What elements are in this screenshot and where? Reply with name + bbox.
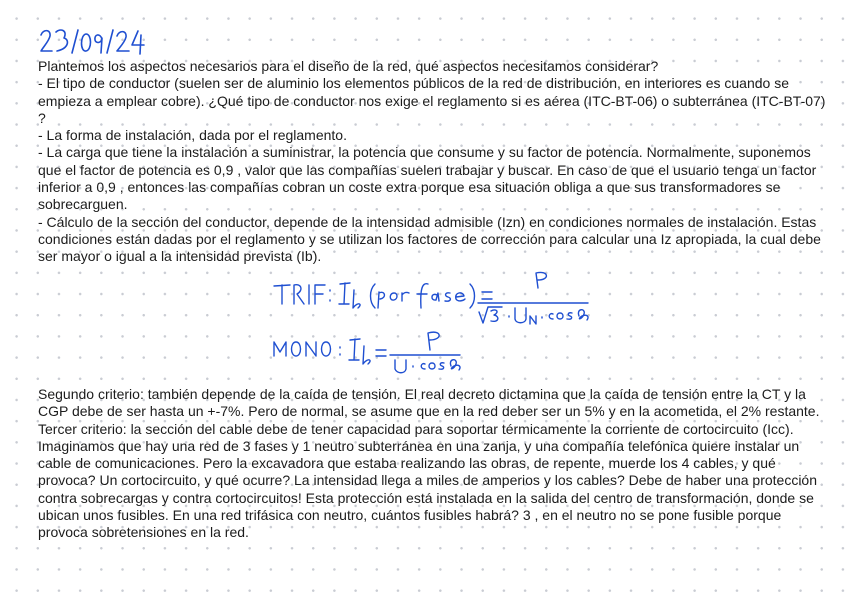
conductor-type-item: - El tipo de conductor (suelen ser de aluminio los elementos públicos de la red de distribución, en interiores es cuando se empieza a emplear cobre). ¿Qué tipo de conductor nos exige el reglamento si es aérea (ITC-BT-06) o subterránea (ITC-BT-07) ? xyxy=(38,75,826,126)
notes-top-section xyxy=(38,58,828,266)
notes-bottom-section xyxy=(38,386,828,542)
conductor-section-item: - Cálculo de la sección del conductor, depende de la intensidad admisible (Izn) en condiciones normales de instalación. Estas condiciones están dadas por el reglamento y se utilizan los factores de corrección para calcular una Iz apropiada, la cual debe ser mayor o igual a la intensidad prevista (Ib). xyxy=(38,213,821,265)
date-drawing xyxy=(38,26,158,60)
load-power-factor-item: - La carga que tiene la instalación a suministrar, la potencia que consume y su factor de potencia. Normalmente, suponemos que el factor de potencia es 0,9 , valor que las compañías suelen trabajar y buscar. En caso de que el usuario tenga un factor inferior a 0,9 , entonces las compañías cobran un coste extra porque esa situación obliga a que sus transformadores se sobrecarguen. xyxy=(38,144,817,213)
installation-form-item: - La forma de instalación, dada por el reglamento. xyxy=(38,127,347,144)
handwritten-date xyxy=(38,26,158,60)
handwritten-formulas xyxy=(270,268,610,378)
third-criterion-paragraph: Tercer criterio: la sección del cable debe de tener capacidad para soportar térmicamente la corriente de cortocircuito (Icc). Imaginamos que hay una red de 3 fases y 1 neutro subterránea en una zanja, y una compañía telefónica quiere instalar un cable de comunicaciones. Pero la excavadora que estaba realizando las obras, de repente, muerde los 4 cables, y qué provoca? Un cortocircuito, y qué ocurre? La intensidad llega a miles de amperios y los cables? Debe de haber una protección contra sobrecargas y contra cortocircuitos! Esta protección está instalada en la salida del centro de transformación, donde se ubican unos fusibles. En una red trifásica con neutro, cuántos fusibles habrá? 3 , en el neutro no se pone fusible porque provoca sobretensiones en la red. xyxy=(38,420,818,541)
intro-paragraph: Plantemos los aspectos necesarios para el diseño de la red, qué aspectos necesitamos considerar? xyxy=(38,58,659,74)
second-criterion-paragraph: Segundo criterio: también depende de la caída de tensión. El real decreto dictamina que la caída de tensión entre la CT y la CGP debe de ser hasta un +-7%. Pero de normal, se asume que en la red deber ser un 5% y en la acometida, el 2% restante. xyxy=(38,386,820,420)
formulas-drawing xyxy=(270,268,610,378)
